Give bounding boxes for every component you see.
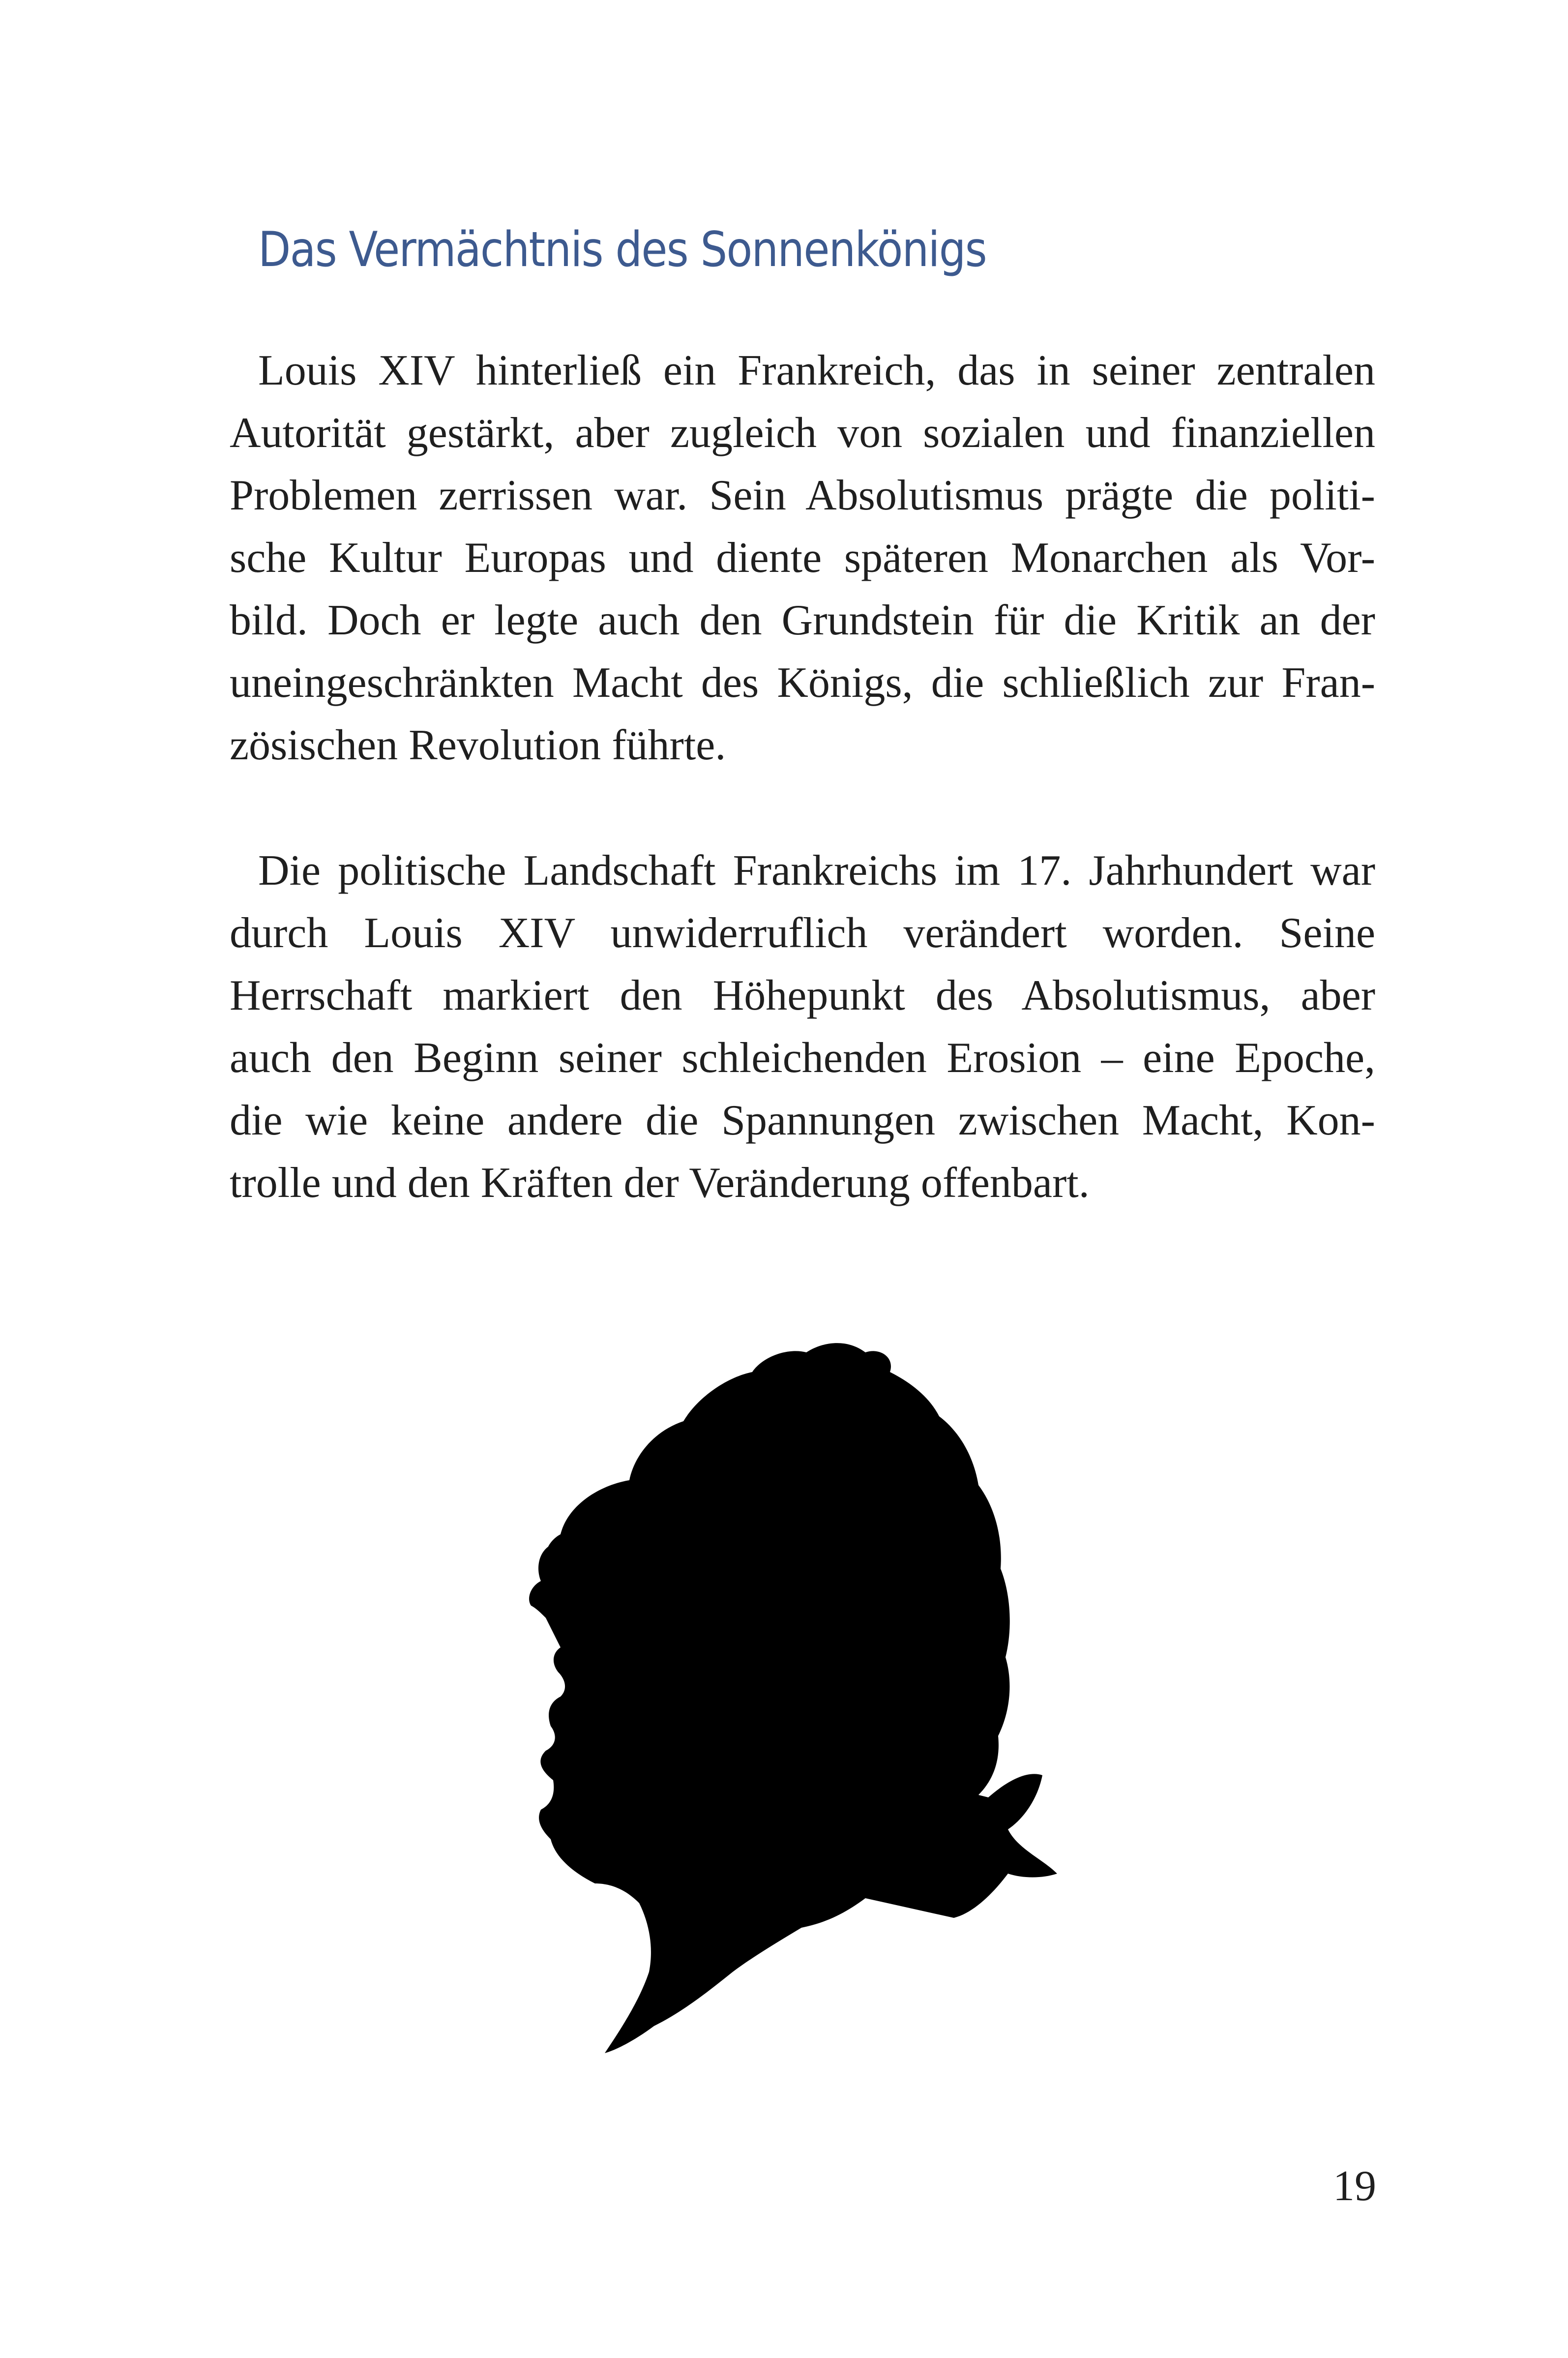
section-heading: Das Vermächtnis des Sonnenkönigs xyxy=(258,222,986,278)
profile-silhouette-icon xyxy=(521,1338,1092,2056)
paragraph-line: die wie keine andere die Spannungen zwischen Macht, Kon- xyxy=(230,1097,1375,1144)
silhouette-shape xyxy=(529,1343,1057,2053)
paragraph-line: sche Kultur Europas und diente späteren Monarchen als Vor- xyxy=(230,534,1375,582)
paragraph-line: zösischen Revolution führte. xyxy=(230,721,726,769)
paragraph-line: uneingeschränkten Macht des Königs, die schließlich zur Fran- xyxy=(230,659,1375,707)
paragraph-line: auch den Beginn seiner schleichenden Erosion – eine Epoche, xyxy=(230,1034,1375,1082)
paragraph-1 xyxy=(230,339,1375,776)
paragraph-line: durch Louis XIV unwiderruflich verändert worden. Seine xyxy=(230,909,1375,957)
page-number: 19 xyxy=(1333,2162,1376,2210)
paragraph-line: Herrschaft markiert den Höhepunkt des Absolutismus, aber xyxy=(230,972,1375,1019)
paragraph-2 xyxy=(230,839,1375,1214)
paragraph-line: bild. Doch er legte auch den Grundstein für die Kritik an der xyxy=(230,597,1375,644)
paragraph-line: Die politische Landschaft Frankreichs im 17. Jahrhundert war xyxy=(258,847,1375,895)
paragraph-line: Problemen zerrissen war. Sein Absolutismus prägte die politi- xyxy=(230,472,1375,519)
paragraph-line: trolle und den Kräften der Veränderung offenbart. xyxy=(230,1159,1090,1207)
paragraph-line: Autorität gestärkt, aber zugleich von sozialen und finanziellen xyxy=(230,409,1375,457)
paragraph-line: Louis XIV hinterließ ein Frankreich, das in seiner zentralen xyxy=(258,347,1375,394)
